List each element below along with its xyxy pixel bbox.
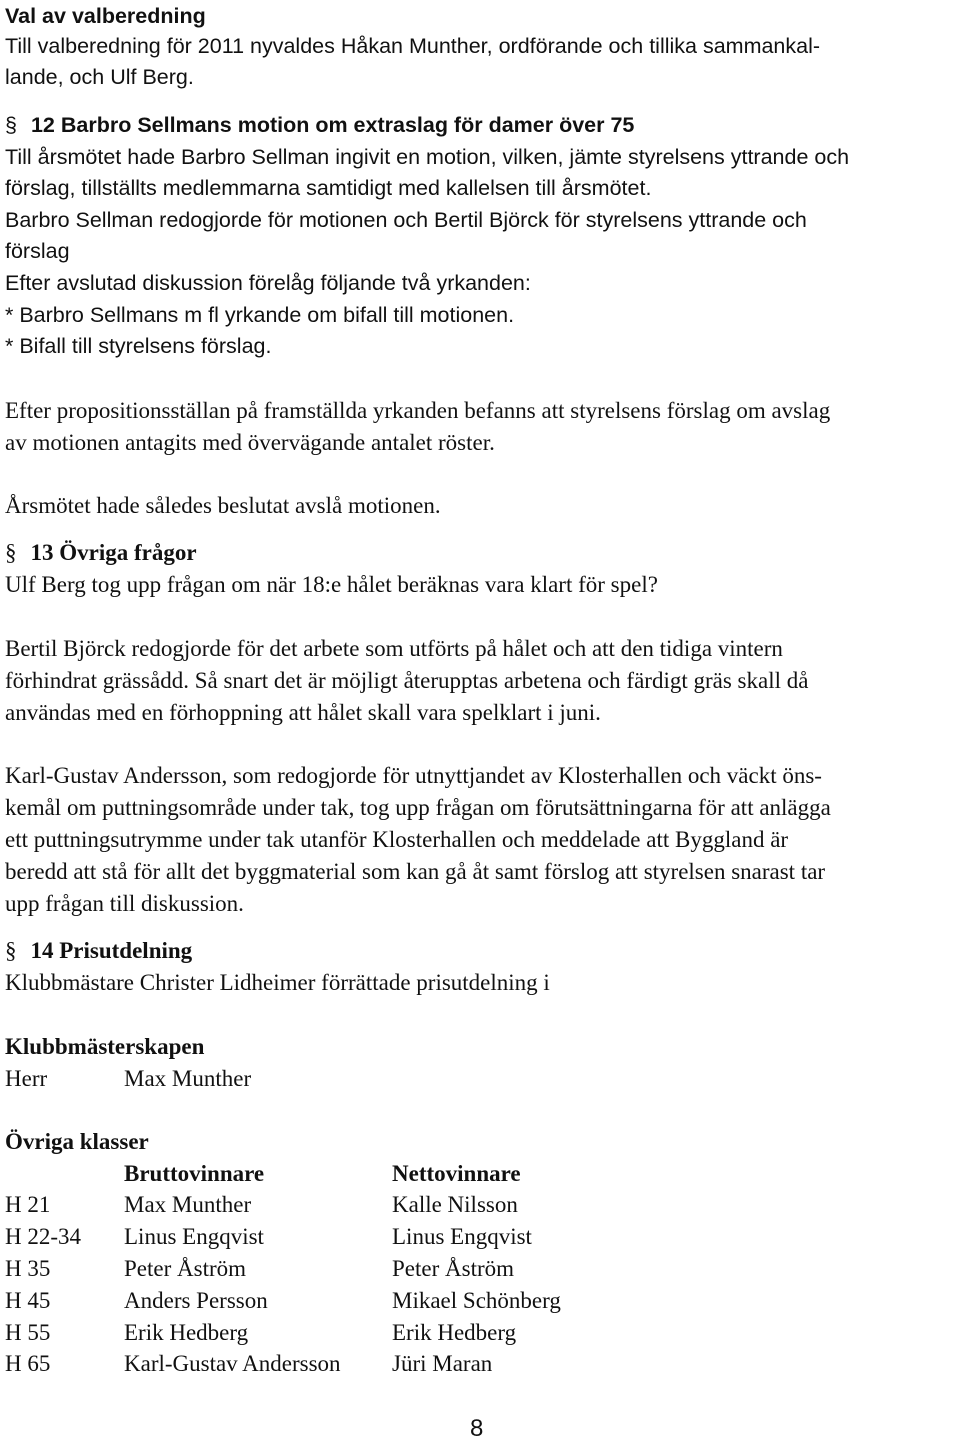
paragraph-line: Efter avslutad diskussion förelåg följande två yrkanden: [5,271,531,295]
table-row [5,1221,905,1253]
paragraph-line: användas med en förhoppning att hålet skall vara spelklart i juni. [5,700,601,725]
paragraph-line: Klubbmästare Christer Lidheimer förrättade prisutdelning i [5,970,550,995]
netto-cell: Jüri Maran [392,1351,493,1376]
paragraph-line: Barbro Sellman redogjorde för motionen och Bertil Björck för styrelsens yttrande och [5,208,807,232]
paragraph-line: Årsmötet hade således beslutat avslå motionen. [5,493,441,518]
netto-cell: Linus Engqvist [392,1224,532,1249]
paragraph-line: lande, och Ulf Berg. [5,65,194,89]
netto-cell: Erik Hedberg [392,1320,517,1345]
valberedning-heading: Val av valberedning [5,4,206,28]
bullet-line: * Barbro Sellmans m fl yrkande om bifall till motionen. [5,303,515,327]
paragraph-line: Ulf Berg tog upp frågan om när 18:e hålet beräknas vara klart för spel? [5,572,658,597]
brutto-cell: Linus Engqvist [124,1224,264,1249]
ovriga-klasser-heading: Övriga klasser [5,1129,149,1154]
section-14-title: 14 Prisutdelning [30,938,193,963]
paragraph-line: Bertil Björck redogjorde för det arbete som utförts på hålet och att den tidiga vintern [5,636,783,661]
page-number: 8 [470,1415,484,1442]
brutto-cell: Anders Persson [124,1288,268,1313]
brutto-cell: Peter Åström [124,1256,247,1281]
paragraph-line: Till valberedning för 2011 nyvaldes Håkan Munther, ordförande och tillika sammankal- [5,34,821,58]
paragraph-line: beredd att stå för allt det byggmaterial som kan gå åt samt förslog att styrelsen snarast tar [5,859,826,884]
klubbmasterskapen-heading: Klubbmästerskapen [5,1034,205,1059]
paragraph-line: ett puttningsutrymme under tak utanför Klosterhallen och meddelade att Byggland är [5,827,789,852]
section-12-heading [5,109,634,141]
klubbmasterskapen-row [5,1063,905,1095]
netto-cell: Kalle Nilsson [392,1192,518,1217]
paragraph-line: Efter propositionsställan på framställda yrkanden befanns att styrelsens förslag om avslag [5,398,831,423]
section-13-title: 13 Övriga frågor [30,540,197,565]
winner-name: Max Munther [124,1066,252,1091]
table-row [5,1253,905,1285]
paragraph-line: förslag [5,239,70,263]
netto-cell: Mikael Schönberg [392,1288,561,1313]
column-header-netto: Nettovinnare [392,1161,521,1186]
class-cell: H 65 [5,1351,51,1376]
paragraph-line: kemål om puttningsområde under tak, tog upp frågan om förutsättningarna för att anlägga [5,795,831,820]
section-12-title: 12 Barbro Sellmans motion om extraslag för damer över 75 [30,113,635,137]
paragraph-line: förslag, tillställts medlemmarna samtidigt med kallelsen till årsmötet. [5,176,652,200]
table-row [5,1189,905,1221]
netto-cell: Peter Åström [392,1256,515,1281]
table-row [5,1285,905,1317]
brutto-cell: Erik Hedberg [124,1320,249,1345]
class-cell: H 55 [5,1320,51,1345]
class-cell: H 21 [5,1192,51,1217]
section-mark: § [5,938,17,963]
class-label: Herr [5,1066,48,1091]
column-header-brutto: Bruttovinnare [124,1161,265,1186]
section-13-heading [5,537,197,569]
section-mark: § [5,113,17,137]
brutto-cell: Max Munther [124,1192,252,1217]
paragraph-line: Karl-Gustav Andersson, som redogjorde för utnyttjandet av Klosterhallen och väckt öns- [5,763,822,788]
paragraph-line: Till årsmötet hade Barbro Sellman ingivit en motion, vilken, jämte styrelsens yttrande och [5,145,850,169]
table-header [5,1158,905,1190]
bullet-line: * Bifall till styrelsens förslag. [5,334,272,358]
class-cell: H 45 [5,1288,51,1313]
section-14-heading [5,935,192,967]
table-row [5,1348,905,1380]
class-cell: H 35 [5,1256,51,1281]
paragraph-line: upp frågan till diskussion. [5,891,244,916]
brutto-cell: Karl-Gustav Andersson [124,1351,341,1376]
paragraph-line: av motionen antagits med övervägande antalet röster. [5,430,495,455]
table-row [5,1317,905,1349]
class-cell: H 22-34 [5,1224,82,1249]
section-mark: § [5,540,17,565]
paragraph-line: förhindrat grässådd. Så snart det är möjligt återupptas arbetena och färdigt gräs skall då [5,668,809,693]
